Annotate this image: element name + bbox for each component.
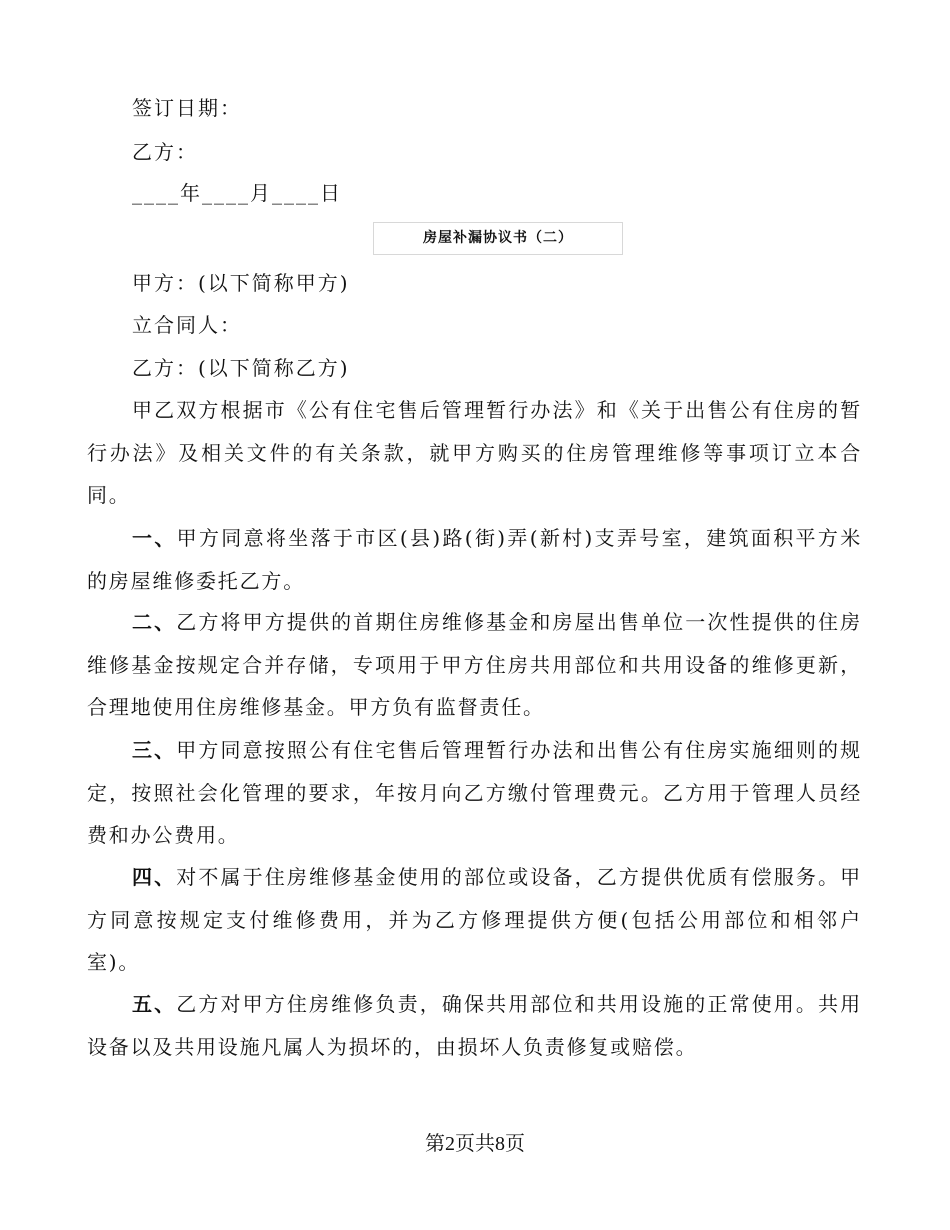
clause-text: 乙方对甲方住房维修负责，确保共用部位和共用设施的正常使用。共用设备以及共用设施凡属人为损坏的，由损坏人负责修复或赔偿。	[87, 992, 862, 1059]
clause-3	[87, 729, 862, 857]
clause-number: 三、	[132, 738, 177, 762]
clause-text: 乙方将甲方提供的首期住房维修基金和房屋出售单位一次性提供的住房维修基金按规定合并存储，专项用于甲方住房共用部位和共用设备的维修更新，合理地使用住房维修基金。甲方负有监督责任。	[87, 610, 862, 719]
document-title: 房屋补漏协议书（二）	[373, 222, 623, 255]
clause-text: 甲方同意将坐落于市区(县)路(街)弄(新村)支弄号室，建筑面积平方米的房屋维修委托乙方。	[87, 526, 862, 593]
party-b-line: 乙方：(以下简称乙方)	[132, 356, 350, 380]
clause-4	[87, 856, 862, 984]
clause-number: 四、	[132, 865, 177, 889]
clause-2	[87, 601, 862, 729]
page-number: 第2页共8页	[425, 1133, 525, 1155]
intro-paragraph: 甲乙双方根据市《公有住宅售后管理暂行办法》和《关于出售公有住房的暂行办法》及相关文件的有关条款，就甲方购买的住房管理维修等事项订立本合同。	[87, 398, 862, 507]
date-line: ____年____月____日	[132, 181, 342, 205]
clause-number: 一、	[132, 526, 177, 550]
clause-number: 五、	[132, 992, 177, 1016]
clause-1	[87, 517, 862, 602]
clause-number: 二、	[132, 610, 177, 634]
clause-5	[87, 983, 862, 1068]
contractor-line: 立合同人：	[132, 313, 242, 337]
clause-text: 对不属于住房维修基金使用的部位或设备，乙方提供优质有偿服务。甲方同意按规定支付维修费用，并为乙方修理提供方便(包括公用部位和相邻户室)。	[87, 865, 862, 974]
party-a-line: 甲方：(以下简称甲方)	[132, 271, 350, 295]
clause-text: 甲方同意按照公有住宅售后管理暂行办法和出售公有住房实施细则的规定，按照社会化管理的要求，年按月向乙方缴付管理费元。乙方用于管理人员经费和办公费用。	[87, 738, 862, 847]
party-b-label: 乙方：	[132, 140, 198, 164]
sign-date-label: 签订日期：	[132, 96, 242, 120]
